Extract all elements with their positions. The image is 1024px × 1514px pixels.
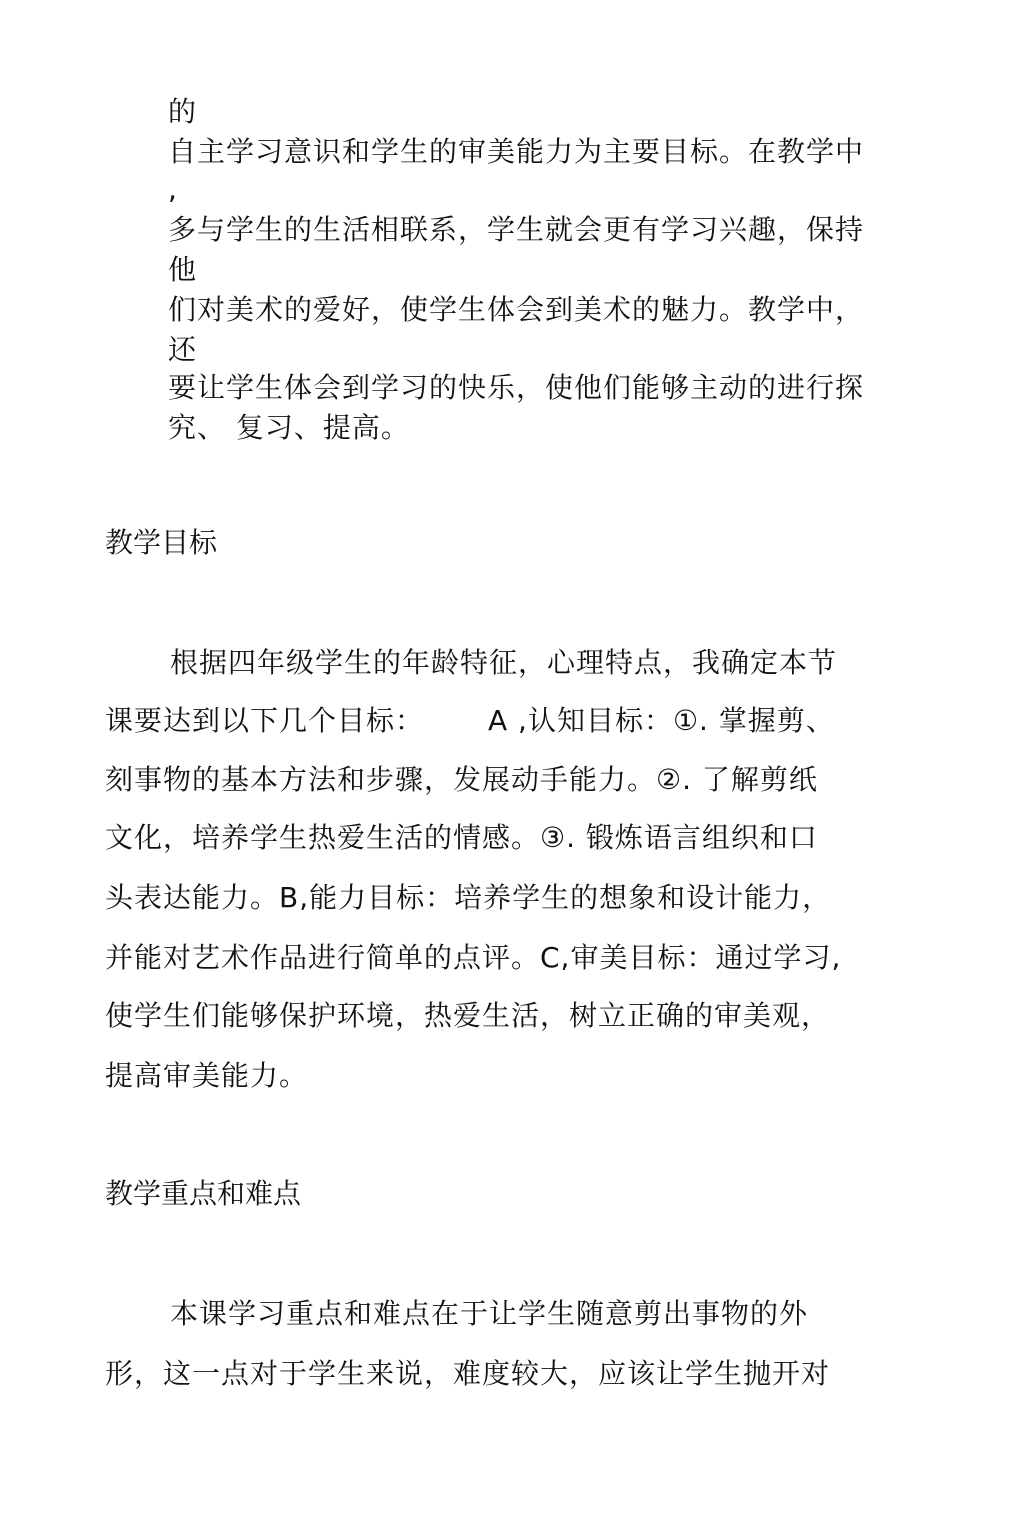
paragraph-line: 形，这一点对于学生来说，难度较大，应该让学生抛开对 [105,1357,831,1390]
paragraph-line: 根据四年级学生的年龄特征，心理特点，我确定本节 [170,646,838,679]
paragraph-line: 文化，培养学生热爱生活的情感。③. 锻炼语言组织和口 [105,821,818,854]
text-line: 还 [168,333,198,366]
section-heading-goals: 教学目标 [105,526,218,559]
paragraph-line: 头表达能力。B,能力目标：培养学生的想象和设计能力， [105,881,832,914]
paragraph-line: 本课学习重点和难点在于让学生随意剪出事物的外 [170,1297,809,1330]
text-line: 要让学生体会到学习的快乐，使他们能够主动的进行探 [168,371,865,404]
text-line: 他 [168,253,198,286]
text-line: 的 [168,95,198,128]
paragraph-line: 使学生们能够保护环境，热爱生活，树立正确的审美观， [105,999,831,1032]
text-line: 多与学生的生活相联系，学生就会更有学习兴趣，保持 [168,213,865,246]
text-line: 们对美术的爱好，使学生体会到美术的魅力。教学中， [168,293,865,326]
section-heading-focus: 教学重点和难点 [105,1177,302,1210]
text-line: , [168,173,178,206]
paragraph-line: 提高审美能力。 [105,1059,309,1092]
paragraph-line: A ,认知目标：①. 掌握剪、 [488,704,835,737]
paragraph-line: 并能对艺术作品进行简单的点评。C,审美目标：通过学习, [105,941,842,974]
text-line: 自主学习意识和学生的审美能力为主要目标。在教学中 [168,135,865,168]
text-line: 究、 复习、提高。 [168,411,410,444]
paragraph-line: 课要达到以下几个目标： [105,704,425,737]
paragraph-line: 刻事物的基本方法和步骤，发展动手能力。②. 了解剪纸 [105,763,818,796]
